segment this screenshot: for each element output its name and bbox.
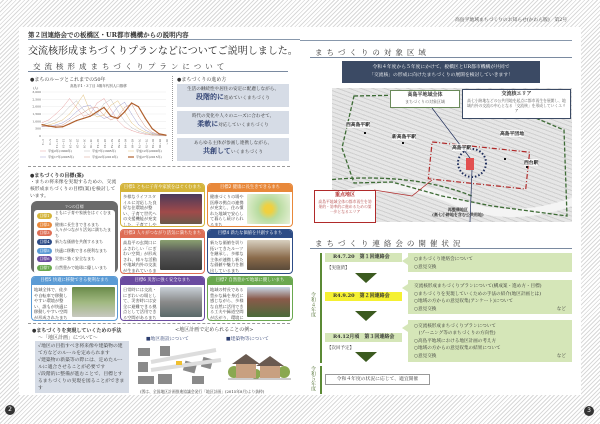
core-area-callout bbox=[462, 89, 571, 119]
x-tick-label: 60〜64 bbox=[123, 139, 127, 149]
timeline-bar-fy5 bbox=[320, 366, 322, 394]
section-heading-area: まちづくりの対象区域 bbox=[315, 48, 430, 57]
data-point bbox=[138, 106, 139, 107]
seven-goals-title: 7つの目標 bbox=[65, 204, 84, 209]
y-tick-label: 2,000 bbox=[32, 104, 41, 109]
approach-key: 段階的に bbox=[196, 92, 225, 101]
agenda-etc: など bbox=[556, 353, 566, 359]
goal-photo bbox=[160, 287, 202, 317]
goal-item bbox=[37, 246, 112, 255]
data-point bbox=[138, 132, 139, 133]
data-point bbox=[131, 127, 132, 128]
callout-desc: 高七小跡地などの公共用地を起点に都市再生を展開し、地域内外の交流の中心となる「交流核」を形成していくエリア bbox=[467, 98, 566, 113]
goal-item bbox=[37, 212, 112, 221]
goal-card-2 bbox=[207, 183, 293, 227]
x-tick-label: 80〜84 bbox=[151, 139, 155, 149]
goal-photo bbox=[247, 240, 290, 270]
goal-photo bbox=[160, 194, 202, 224]
check-text: 地区の目指すべき将来像や建築物の建て方などのルールを定められます bbox=[38, 344, 123, 356]
danchi-label: 高島平団地 bbox=[500, 131, 524, 137]
goal-card-tag: 目標3 bbox=[123, 231, 136, 236]
x-tick-label: 75〜79 bbox=[144, 139, 148, 149]
goal-card-4 bbox=[207, 229, 293, 274]
goals-label: ●まちづくりの目標(案) bbox=[30, 173, 85, 179]
divider bbox=[28, 39, 300, 40]
agenda-etc: など bbox=[556, 306, 566, 312]
district-plan-checklist bbox=[35, 341, 129, 393]
legend-label: 平成7年(1995年) bbox=[92, 149, 116, 153]
divider bbox=[28, 166, 290, 167]
data-point bbox=[145, 126, 146, 127]
building-label: ■建築物等について bbox=[226, 337, 269, 342]
data-point bbox=[145, 134, 146, 135]
data-point bbox=[55, 125, 56, 126]
goal-card-1 bbox=[120, 183, 205, 227]
data-point bbox=[83, 116, 84, 117]
data-point bbox=[103, 107, 104, 108]
goal-item bbox=[37, 264, 112, 273]
meeting-1 bbox=[325, 253, 402, 262]
data-point bbox=[131, 130, 132, 131]
data-point bbox=[69, 123, 70, 124]
facility-label: ■地区施設について bbox=[146, 337, 189, 342]
agenda-item: ○意見交換 bbox=[414, 353, 437, 359]
goal-card-6 bbox=[120, 276, 205, 321]
goal-tag: 目標7 bbox=[37, 265, 52, 271]
data-point bbox=[145, 132, 146, 133]
data-point bbox=[49, 125, 50, 126]
data-point bbox=[104, 103, 105, 104]
goal-card-tag: 目標7 bbox=[215, 278, 228, 283]
data-point bbox=[117, 117, 118, 118]
goal-card-desc: 地域の特長である豊かな緑を身近に感じながら、多様な自然に活用できる工夫や緑道空間が広がり、環境に bbox=[210, 287, 244, 320]
approach-key: 柔軟に bbox=[197, 119, 219, 128]
goal-title: 人々がつながり活気に満ちたまち bbox=[55, 227, 111, 239]
meeting-date: R4.7.20 bbox=[333, 254, 355, 260]
data-point bbox=[69, 114, 70, 115]
goal-card-tag: 目標5 bbox=[40, 278, 52, 283]
approach-label: ●まちづくりの進め方 bbox=[177, 77, 227, 83]
down-arrow-icon bbox=[355, 273, 377, 283]
data-point bbox=[138, 124, 139, 125]
section-heading-meetings: まちづくり連絡会の開催状況 bbox=[315, 239, 465, 248]
kicker: 第２回連絡会での板橋区・UR都市機構からの説明内容 bbox=[28, 31, 189, 39]
goal-tag: 目標5 bbox=[37, 248, 52, 254]
approach-box-1 bbox=[177, 84, 289, 107]
goal-tag: 目標2 bbox=[37, 222, 52, 228]
goal-title: 快適に移動できる便利なまち bbox=[55, 247, 107, 253]
goal-title: 健康に長生きできるまち bbox=[55, 221, 99, 227]
station-label: 新高島平駅 bbox=[392, 134, 416, 140]
callout-title: 交流核エリア bbox=[501, 91, 532, 97]
approach-text: 生活の継続性や居住の安定に配慮しながら、 bbox=[187, 87, 279, 92]
goal-title: 自然豊かで地球に優しいまち bbox=[55, 264, 107, 270]
goals-description: ・まちの将来像を実現するための、交流核形成まちづくりの目標(案)を検討しています。 bbox=[30, 180, 117, 199]
data-point bbox=[55, 120, 56, 121]
goal-card-desc: 高島平の玄関口にふさわしい「にぎわい空間」が形成され、様々な活動や地域内外の交流が生まれているま bbox=[123, 240, 157, 273]
callout-desc: 高島平地域全体の都市再生を効果的・効率的に進めるための第一歩となるエリア bbox=[318, 199, 372, 214]
x-tick-label: 65〜69 bbox=[130, 139, 134, 149]
section-heading-plan: 交流核形成まちづくりプランについて bbox=[33, 62, 229, 71]
redev-sub: (高七小跡地を含む公共用地) bbox=[432, 212, 484, 217]
down-arrow-icon bbox=[355, 352, 377, 362]
x-tick-label: 90〜 bbox=[165, 139, 168, 145]
data-point bbox=[76, 111, 77, 112]
method-label: ●まちづくりを実現していくための手法 bbox=[32, 328, 122, 334]
meeting-date: R4.9.20 bbox=[333, 293, 355, 299]
goal-card-title: 快適に移動できる便利なまち bbox=[52, 278, 109, 283]
data-point bbox=[145, 118, 146, 119]
approach-text: あらゆる主体が参画し連携しながら、 bbox=[193, 141, 273, 146]
goal-card-desc: 多様なライフスタイルに対応した良好な住環境が整い、子育て世代への支援機能が充実した、子育てしや bbox=[123, 194, 157, 227]
down-arrow-icon bbox=[355, 311, 377, 321]
focus-area-callout bbox=[314, 190, 376, 223]
goal-card-title: ともに子育や家族をはぐくむまち bbox=[136, 185, 202, 190]
y-tick-label: 1,500 bbox=[32, 112, 41, 116]
meeting-name: 第２回連絡会 bbox=[359, 293, 390, 299]
data-point bbox=[62, 122, 63, 123]
banner-line: 令和４年度から５年度にかけて、板橋区とUR都市機構が共同で bbox=[372, 65, 510, 70]
data-point bbox=[76, 120, 77, 121]
population-chart bbox=[28, 88, 170, 162]
page-number-left: 2 bbox=[5, 405, 15, 415]
goal-card-tag: 目標1 bbox=[123, 185, 136, 190]
agenda-item: ○意見交換 bbox=[414, 306, 437, 312]
data-point bbox=[152, 133, 153, 134]
data-point bbox=[124, 102, 125, 103]
data-point bbox=[104, 118, 105, 119]
callout-title: 重点地区 bbox=[334, 192, 355, 198]
data-point bbox=[69, 106, 70, 107]
goal-card-tag: 目標6 bbox=[134, 278, 146, 283]
goal-card-5 bbox=[31, 276, 118, 321]
data-point bbox=[124, 121, 125, 122]
agenda-item: (ゾーニング等のまちづくりの方向性) bbox=[414, 331, 496, 337]
data-point bbox=[48, 125, 49, 126]
x-tick-label: 5〜9 bbox=[47, 139, 51, 145]
figure-credit: (図は、全国地区計画推進協議会発行「地区計画」(2015年8月)より抜粋) bbox=[140, 389, 265, 394]
fy5-note: 令和４年度の状況に応じて、適宜開催 bbox=[325, 374, 430, 385]
page-title: 交流核形成まちづくりプランなどについてご説明しました。 bbox=[28, 46, 298, 57]
check-text: 段階的に整備が進むことで、目標とするまちづくりの実現を図ることができます bbox=[38, 372, 125, 391]
goal-card-7 bbox=[207, 276, 293, 321]
seven-goals-box bbox=[31, 201, 118, 273]
data-point bbox=[145, 133, 146, 134]
data-point bbox=[110, 116, 111, 117]
callout-title: 高島平地域全体 bbox=[407, 92, 443, 98]
goal-item bbox=[37, 238, 112, 247]
data-point bbox=[83, 112, 84, 113]
data-point bbox=[69, 120, 70, 121]
data-point bbox=[90, 116, 91, 117]
agenda-item: ○意見交換 bbox=[414, 264, 437, 270]
info-banner bbox=[342, 61, 540, 83]
divider bbox=[28, 71, 288, 72]
data-point bbox=[90, 111, 91, 112]
goal-tag: 目標1 bbox=[37, 213, 52, 219]
approach-box-3 bbox=[177, 138, 289, 161]
data-point bbox=[145, 130, 146, 131]
x-tick-label: 45〜49 bbox=[103, 139, 106, 149]
agenda-item: ○交流核形成まちづくりプランについて bbox=[414, 324, 496, 329]
data-point bbox=[49, 122, 50, 123]
meeting-name: 第１回連絡会 bbox=[359, 254, 390, 260]
check-item: ✓段階的に整備が進むことで、目標とするまちづくりの実現を図ることができます bbox=[38, 372, 125, 391]
data-point bbox=[111, 109, 112, 110]
meeting-status: 【次回予定】 bbox=[327, 346, 354, 351]
goal-title: ともに子育や家族をはぐくむまち bbox=[55, 210, 111, 222]
legend-label: 平成17年(2005年) bbox=[48, 155, 74, 159]
example-title: <地区計画で定められることの例> bbox=[175, 327, 254, 333]
goal-card-desc: 新たな価値を切り拓いてきたルーツを継承し、多様な主体が連携し新たな価値や魅力を創出しているまち bbox=[210, 240, 244, 273]
data-point bbox=[69, 98, 70, 99]
data-point bbox=[42, 126, 43, 127]
data-point bbox=[55, 114, 56, 115]
data-point bbox=[124, 127, 125, 128]
data-point bbox=[90, 105, 91, 106]
y-tick-label: 0 bbox=[39, 134, 41, 138]
data-point bbox=[41, 124, 42, 125]
station-label: 西高島平駅 bbox=[346, 122, 370, 128]
data-point bbox=[131, 122, 132, 123]
x-tick-label: 25〜29 bbox=[75, 139, 79, 149]
approach-rest: いくまちづくり bbox=[230, 150, 264, 155]
roots-label: ●まちのルーツとこれまでの50年 bbox=[30, 77, 106, 83]
data-point bbox=[76, 105, 77, 106]
data-point bbox=[104, 115, 105, 116]
agenda-item: ○まちづくりを実現していくための手法の紹介(地区計画とは) bbox=[414, 291, 541, 297]
data-point bbox=[90, 114, 91, 115]
goal-item bbox=[37, 229, 112, 238]
goal-item bbox=[37, 255, 112, 264]
data-point bbox=[117, 106, 118, 107]
divider bbox=[310, 57, 572, 58]
data-point bbox=[49, 120, 50, 121]
x-tick-label: 85〜89 bbox=[158, 139, 162, 149]
goal-title: 災害に強く安全なまち bbox=[55, 256, 95, 262]
divider bbox=[310, 248, 572, 249]
page-number-right: 3 bbox=[584, 406, 594, 416]
district-plan-illustration bbox=[136, 342, 292, 388]
data-point bbox=[76, 107, 77, 108]
data-point bbox=[83, 118, 84, 119]
data-point bbox=[97, 114, 98, 115]
data-point bbox=[138, 116, 139, 117]
goal-card-desc: 日常時には交流・にぎわいの場として、災害時には安全に避難できる拠点として活用できる空間があるまち bbox=[123, 287, 157, 320]
data-point bbox=[83, 106, 84, 107]
data-point bbox=[138, 128, 139, 129]
goal-tag: 目標6 bbox=[37, 256, 52, 262]
goal-card-desc: 健康づくりの場や医療の拠点の連携が充実し、住み慣れた地域で安心して暮らし続けられるまち bbox=[210, 194, 244, 227]
x-tick-label: 40〜44 bbox=[96, 139, 100, 149]
data-point bbox=[69, 118, 70, 119]
goal-photo bbox=[160, 240, 202, 270]
data-point bbox=[138, 131, 139, 132]
data-point bbox=[111, 120, 112, 121]
data-point bbox=[76, 116, 77, 117]
redev-title: 再整備地区 bbox=[447, 207, 468, 212]
data-point bbox=[62, 107, 63, 108]
goal-card-title: 新たな価値を共創するまち bbox=[230, 231, 283, 236]
meeting-3 bbox=[325, 333, 402, 342]
divider bbox=[28, 323, 290, 324]
data-point bbox=[152, 132, 153, 133]
legend-label: 平成22年(2010年) bbox=[92, 155, 118, 159]
approach-rest: 進めていくまちづくり bbox=[224, 96, 270, 101]
data-point bbox=[117, 111, 118, 112]
x-tick-label: 10〜14 bbox=[54, 139, 58, 149]
goal-illustration bbox=[247, 194, 290, 224]
whole-area-callout bbox=[390, 90, 460, 108]
data-point bbox=[111, 99, 112, 100]
banner-line: 「交流核」の形成に向けたまちづくりの展開を検討していきます！ bbox=[369, 72, 513, 78]
approach-text: 時代の変化や人々のニーズに合わせて、 bbox=[191, 114, 275, 119]
goal-card-tag: 目標4 bbox=[217, 231, 230, 236]
check-item: ✓地区の目指すべき将来像や建築物の建て方などのルールを定められます bbox=[38, 344, 123, 356]
legend-label: 平成12年(2000年) bbox=[136, 149, 162, 153]
goal-card-title: 災害に強く安全なまち bbox=[147, 278, 191, 283]
x-tick-label: 35〜39 bbox=[89, 139, 93, 149]
divider bbox=[172, 76, 173, 161]
meeting-2-agenda bbox=[408, 280, 572, 314]
data-point bbox=[83, 95, 84, 96]
legend-label: 平成27年(2015年) bbox=[136, 155, 162, 159]
goal-photo bbox=[72, 287, 115, 317]
data-point bbox=[152, 128, 153, 129]
agenda-item: ○まちづくり連絡会について bbox=[414, 257, 473, 262]
data-point bbox=[117, 120, 118, 121]
meeting-status: 【実施済】 bbox=[327, 266, 350, 271]
data-point bbox=[42, 126, 43, 127]
x-tick-label: 30〜34 bbox=[82, 139, 86, 149]
data-point bbox=[62, 126, 63, 127]
callout-desc: まちづくりの対象区域 bbox=[405, 99, 445, 104]
data-point bbox=[76, 100, 77, 101]
data-point bbox=[165, 135, 166, 136]
data-point bbox=[42, 122, 43, 123]
method-sublabel: 〜「地区計画」について〜 bbox=[38, 335, 98, 341]
data-point bbox=[131, 102, 132, 103]
series-line bbox=[42, 104, 166, 136]
series-line bbox=[42, 99, 166, 135]
newsletter-header: 高島平地域まちづくりのお知らせ(かわら版) 第2号 bbox=[455, 18, 568, 23]
data-point bbox=[104, 98, 105, 99]
goals-list bbox=[34, 210, 115, 274]
goal-card-title: 健康に長生きできるまち bbox=[232, 185, 280, 190]
data-point bbox=[152, 134, 153, 135]
x-tick-label: 50〜54 bbox=[109, 139, 113, 149]
goal-card-3 bbox=[120, 229, 205, 274]
data-point bbox=[159, 133, 160, 134]
data-point bbox=[55, 127, 56, 128]
station-label: 西台駅 bbox=[524, 160, 539, 166]
y-tick-label: 1,000 bbox=[32, 119, 41, 124]
goal-tag: 目標3 bbox=[37, 230, 52, 236]
fiscal-year-label: 令和４年度 bbox=[310, 292, 316, 317]
approach-box-2 bbox=[177, 111, 289, 134]
timeline-bar-fy4 bbox=[320, 253, 322, 363]
station-label: 高島平駅 bbox=[452, 145, 472, 151]
agenda-item: ○地域の方からの意見収集の結果について bbox=[414, 346, 501, 352]
approach-rest: 対応していくまちづくり bbox=[218, 123, 269, 128]
data-point bbox=[124, 111, 125, 112]
x-tick-label: 15〜19 bbox=[61, 139, 65, 149]
chart-ylabel: (人) bbox=[33, 86, 39, 90]
chart-title: 高島平1・3丁目 5歳年代別人口推移 bbox=[70, 84, 127, 88]
data-point bbox=[117, 118, 118, 119]
goal-card-desc: 地域全体で、徒歩や自転車で移動しやすい環境が整い、誰もが快適に移動しやすい空間が形成されたまち bbox=[34, 287, 68, 320]
x-tick-label: 20〜24 bbox=[68, 139, 72, 149]
goal-tag: 目標4 bbox=[37, 239, 52, 245]
y-tick-label: 2,500 bbox=[32, 97, 41, 102]
data-point bbox=[55, 122, 56, 123]
data-point bbox=[90, 108, 91, 109]
data-point bbox=[97, 111, 98, 112]
data-point bbox=[62, 114, 63, 115]
goal-card-title: 人々がつながり活気に満ちたまち bbox=[136, 231, 202, 236]
y-tick-label: 500 bbox=[35, 126, 41, 131]
y-tick-label: 3,000 bbox=[32, 90, 41, 94]
redevelopment-label bbox=[432, 207, 484, 217]
x-tick-label: 0〜4 bbox=[41, 139, 44, 145]
data-point bbox=[97, 107, 98, 108]
goal-photo bbox=[247, 287, 290, 317]
data-point bbox=[62, 125, 63, 126]
data-point bbox=[131, 114, 132, 115]
data-point bbox=[117, 100, 118, 101]
goal-card-title: 自然豊かで地球に優しいまち bbox=[228, 278, 285, 283]
x-tick-label: 70〜74 bbox=[137, 139, 141, 149]
fiscal-year-label: 令和５年度 bbox=[310, 366, 316, 391]
meeting-name: 第３回連絡会 bbox=[364, 334, 395, 340]
check-item: ✓建築物の新築等の際には、定めたルールに適合させることが必要です bbox=[38, 358, 123, 370]
agenda-item: ○地域の方からの意見収集(アンケート)について bbox=[414, 299, 514, 305]
data-point bbox=[124, 107, 125, 108]
data-point bbox=[83, 109, 84, 110]
goal-card-tag: 目標2 bbox=[220, 185, 232, 190]
goal-title: 新たな価値を共創するまち bbox=[55, 239, 103, 245]
meeting-1-agenda bbox=[408, 253, 572, 272]
data-point bbox=[55, 126, 56, 127]
legend-label: 平成2年(1990年) bbox=[48, 149, 72, 153]
data-point bbox=[97, 103, 98, 104]
meeting-date: R4.12月頃 bbox=[333, 334, 360, 340]
data-point bbox=[111, 105, 112, 106]
agenda-item: 交流核形成まちづくりプランについて(構成案・進め方・目標) bbox=[414, 284, 542, 289]
check-text: 建築物の新築等の際には、定めたルールに適合させることが必要です bbox=[38, 358, 123, 370]
data-point bbox=[97, 117, 98, 118]
data-point bbox=[62, 120, 63, 121]
approach-key: 共創して bbox=[202, 146, 231, 155]
meeting-3-agenda bbox=[408, 320, 572, 362]
x-tick-label: 55〜59 bbox=[116, 139, 120, 149]
divider bbox=[300, 40, 572, 41]
meeting-2 bbox=[325, 292, 402, 301]
agenda-item: ○高島平地域における地区計画の考え方 bbox=[414, 338, 497, 344]
